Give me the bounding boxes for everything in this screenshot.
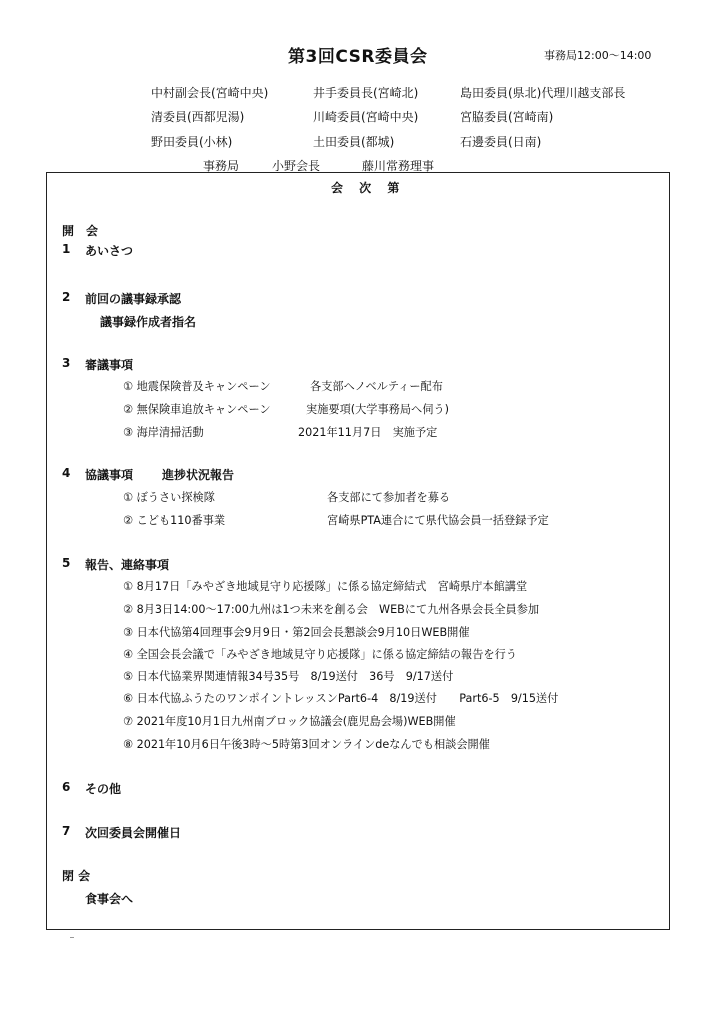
report-item: ① 8月17日「みやざき地域見守り応援隊」に係る協定締結式 宮崎県庁本館講堂 [123, 580, 528, 593]
agenda-item: ② 無保険車追放キャンペーン [123, 403, 271, 416]
section-title: 次回委員会開催日 [85, 826, 182, 840]
agenda-item-note: 宮崎県PTA連合にて県代協会員一括登録予定 [327, 514, 549, 527]
section-number: 6 [62, 780, 71, 794]
attendee: 宮脇委員(宮崎南) [460, 110, 554, 124]
report-item: ② 8月3日14:00～17:00九州は1つ未来を創る会 WEBにて九州各県会長全員参加 [123, 603, 540, 616]
attendee: 野田委員(小林) [151, 135, 233, 149]
office-member: 藤川常務理事 [362, 159, 435, 173]
report-item: ③ 日本代協第4回理事会9月9日・第2回会長懇談会9月10日WEB開催 [123, 626, 470, 639]
section-number: 1 [62, 242, 71, 256]
agenda-item-note: 実施要項(大学事務局へ伺う) [306, 403, 449, 416]
agenda-box [46, 172, 670, 930]
closing-subtitle: 食事会へ [85, 892, 134, 906]
report-item: ⑦ 2021年度10月1日九州南ブロック協議会(鹿児島会場)WEB開催 [123, 715, 456, 728]
section-title-secondary: 進捗状況報告 [162, 468, 235, 482]
agenda-item: ① ぼうさい探検隊 [123, 491, 215, 504]
agenda-heading: 会 次 第 [331, 181, 406, 195]
agenda-item: ③ 海岸清掃活動 [123, 426, 204, 439]
agenda-item-note: 各支部にて参加者を募る [327, 491, 451, 504]
scan-mark [70, 937, 74, 938]
report-item: ⑥ 日本代協ふうたのワンポイントレッスンPart6-4 8/19送付 Part6-5 9/15送付 [123, 692, 559, 705]
section-title: あいさつ [85, 244, 134, 258]
agenda-item: ② こども110番事業 [123, 514, 226, 527]
section-title: その他 [85, 782, 122, 796]
attendee: 石邊委員(日南) [460, 135, 542, 149]
section-title: 前回の議事録承認 [85, 292, 182, 306]
section-number: 4 [62, 466, 71, 480]
attendee: 中村副会長(宮崎中央) [151, 86, 269, 100]
opening: 開 会 [62, 224, 99, 238]
report-item: ⑧ 2021年10月6日午後3時～5時第3回オンラインdeなんでも相談会開催 [123, 738, 490, 751]
attendee: 川崎委員(宮崎中央) [313, 110, 419, 124]
page-title: 第3回CSR委員会 [288, 47, 428, 67]
attendee: 島田委員(県北)代理川越支部長 [460, 86, 626, 100]
agenda-item: ① 地震保険普及キャンペーン [123, 380, 271, 393]
report-item: ⑤ 日本代協業界関連情報34号35号 8/19送付 36号 9/17送付 [123, 670, 454, 683]
section-number: 3 [62, 356, 71, 370]
report-item: ④ 全国会長会議で「みやざき地域見守り応援隊」に係る協定締結の報告を行う [123, 648, 517, 661]
agenda-item-note: 2021年11月7日 実施予定 [298, 426, 438, 439]
agenda-item-note: 各支部へノベルティー配布 [310, 380, 443, 393]
section-title: 審議事項 [85, 358, 134, 372]
closing: 閉 会 [62, 869, 91, 883]
section-title: 協議事項 [85, 468, 134, 482]
attendee: 清委員(西都児湯) [151, 110, 245, 124]
office-member: 小野会長 [272, 159, 321, 173]
section-number: 7 [62, 824, 71, 838]
section-number: 5 [62, 556, 71, 570]
section-number: 2 [62, 290, 71, 304]
section-title: 報告、連絡事項 [85, 558, 170, 572]
time-info: 事務局12:00～14:00 [544, 49, 652, 62]
attendee: 井手委員長(宮崎北) [313, 86, 419, 100]
attendee: 土田委員(都城) [313, 135, 395, 149]
office-label: 事務局 [203, 159, 240, 173]
section-subtitle: 議事録作成者指名 [100, 315, 197, 329]
